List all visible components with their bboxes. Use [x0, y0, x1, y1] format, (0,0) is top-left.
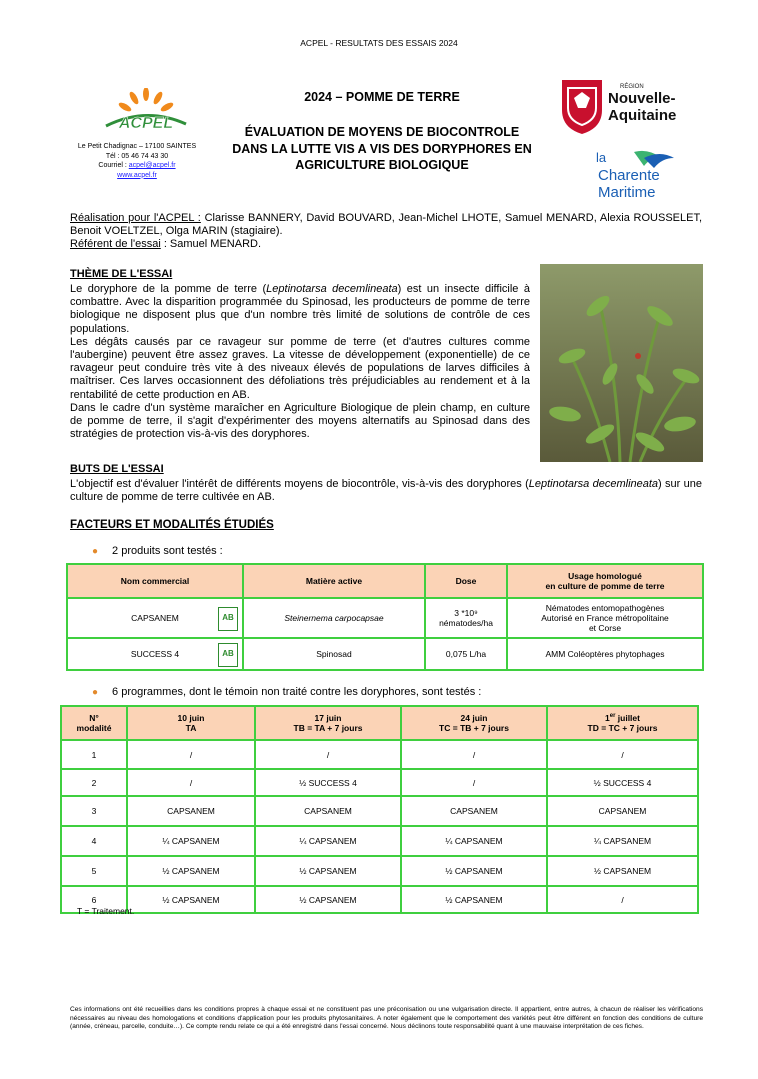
bullet-programs: ● 6 programmes, dont le témoin non traité contre les doryphores, sont testés : — [92, 686, 482, 698]
matiere-cell: Spinosad — [243, 638, 425, 670]
na-small-label: RÉGION — [620, 84, 644, 90]
theme-paragraph-1: Le doryphore de la pomme de terre (Leptinotarsa decemlineata) est un insecte difficile à combattre. Avec la disparition programmée du Spinosad, les producteurs de pomme de terre biologique ne disposent plus que d'un nombre très limité de solutions de contrôle de ces populations. — [70, 283, 531, 335]
ab-label-icon: AB — [218, 643, 238, 667]
col-header-usage: Usage homologué en culture de pomme de terre — [507, 564, 703, 598]
cm-name-line2: Maritime — [598, 184, 656, 200]
table-row: 2 / ½ SUCCESS 4 / ½ SUCCESS 4 — [61, 769, 698, 796]
table-row — [67, 638, 703, 670]
ab-label-icon: AB — [218, 607, 238, 631]
latin-name: Leptinotarsa decemlineata — [528, 478, 659, 490]
usage-cell: Nématodes entomopathogènes Autorisé en France métropolitaine et Corse — [507, 598, 703, 638]
bullet-icon: ● — [92, 687, 99, 698]
col-header-matiere: Matière active — [243, 564, 425, 598]
programs-table — [60, 705, 699, 914]
table-row: 5 ½ CAPSANEM ½ CAPSANEM ½ CAPSANEM ½ CAPSANEM — [61, 856, 698, 886]
bullet-products: ● 2 produits sont testés : — [92, 545, 223, 557]
buts-paragraph: L'objectif est d'évaluer l'intérêt de différents moyens de biocontrôle, vis-à-vis des doryphores (Leptinotarsa decemlineata) sur une culture de pomme de terre cultivée en AB. — [70, 478, 702, 504]
buts-heading: BUTS DE L'ESSAI — [70, 463, 164, 475]
potato-plant-photo — [540, 264, 703, 462]
theme-text — [70, 283, 530, 441]
acpel-address-block — [62, 142, 212, 180]
product-name-cell: CAPSANEM AB — [67, 598, 243, 638]
acpel-logo-text: ACPEL — [118, 115, 174, 132]
charente-maritime-logo — [594, 146, 704, 200]
bullet-icon: ● — [92, 546, 99, 557]
nouvelle-aquitaine-logo — [558, 76, 688, 136]
usage-cell: AMM Coléoptères phytophages — [507, 638, 703, 670]
na-name-line2: Aquitaine — [608, 107, 677, 124]
document-title: ÉVALUATION DE MOYENS DE BIOCONTROLE DANS LA LUTTE VIS A VIS DES DORYPHORES EN AGRICULTURE BIOLOGIQUE — [232, 125, 532, 172]
theme-heading: THÈME DE L'ESSAI — [70, 268, 173, 280]
col-header-dose: Dose — [425, 564, 507, 598]
col-header-modalite: N° modalité — [61, 706, 127, 740]
col-header-nom: Nom commercial — [67, 564, 243, 598]
document-year-crop: 2024 – POMME DE TERRE — [304, 90, 460, 104]
acpel-address: Le Petit Chadignac – 17100 SAINTES — [77, 143, 197, 150]
page-header: ACPEL - RESULTATS DES ESSAIS 2024 — [300, 38, 458, 48]
table-row: 6 ½ CAPSANEM ½ CAPSANEM ½ CAPSANEM / — [61, 886, 698, 913]
footnote: T = Traitement. — [77, 906, 135, 916]
realisation-paragraph — [70, 212, 702, 252]
realisation-label: Réalisation pour l'ACPEL : — [70, 212, 201, 224]
table-row — [67, 598, 703, 638]
cm-name-line1: Charente — [598, 167, 660, 184]
table-row: 3 CAPSANEM CAPSANEM CAPSANEM CAPSANEM — [61, 796, 698, 826]
latin-name: Leptinotarsa decemlineata — [266, 283, 398, 295]
matiere-cell: Steinernema carpocapsae — [243, 598, 425, 638]
dose-cell: 3 *10⁹ nématodes/ha — [425, 598, 507, 638]
referent-label: Référent de l'essai — [70, 238, 161, 251]
na-name-line1: Nouvelle- — [608, 90, 676, 107]
product-name-cell: SUCCESS 4 AB — [67, 638, 243, 670]
col-header-date: 1er juillet TD = TC + 7 jours — [547, 706, 698, 740]
theme-paragraph-3: Dans le cadre d'un système maraîcher en Agriculture Biologique de plein champ, en culture de pomme de terre, il s'agit d'expérimenter des moyens alternatifs au Spinosad dans des stratégies de protection vis-à-vis des doryphores. — [70, 401, 530, 441]
table-row: 4 ¼ CAPSANEM ¼ CAPSANEM ¼ CAPSANEM ¼ CAPSANEM — [61, 826, 698, 856]
referent-text: : Samuel MENARD. — [160, 238, 262, 251]
cm-la: la — [596, 150, 607, 165]
acpel-courriel-label: Courriel : — [98, 162, 129, 170]
acpel-email-link[interactable]: acpel@acpel.fr — [128, 162, 176, 170]
acpel-website-link[interactable]: www.acpel.fr — [117, 171, 157, 179]
dose-cell: 0,075 L/ha — [425, 638, 507, 670]
realisation-text: Clarisse BANNERY, David BOUVARD, Jean-Michel LHOTE, Samuel MENARD, Alexia ROUSSELET, Benoit VOELTZEL, Olga MARIN (stagiaire). — [70, 212, 703, 238]
products-table — [66, 563, 704, 671]
acpel-logo — [100, 88, 192, 142]
col-header-date: 10 juin TA — [127, 706, 255, 740]
acpel-tel: Tél : 05 46 74 43 30 — [105, 152, 169, 160]
facteurs-heading: FACTEURS ET MODALITÉS ÉTUDIÉS — [70, 519, 274, 531]
theme-paragraph-2: Les dégâts causés par ce ravageur sur pomme de terre (et d'autres cultures comme l'aubergine) peuvent être assez graves. La vitesse de développement (exponentielle) de ce ravageur peut conduire très vite à des niveaux élevés de populations de larves difficiles à maîtriser. Ces larves occasionnent des défoliations très préjudiciables au rendement et à la rentabilité de cette production en AB. — [70, 335, 530, 401]
col-header-date: 17 juin TB = TA + 7 jours — [255, 706, 401, 740]
table-row: 1 / / / / — [61, 740, 698, 769]
disclaimer: Ces informations ont été recueillies dans les conditions propres à chaque essai et ne constituent pas une préconisation ou une vulgarisation directe. Il appartient, entre autres, à chacun de réaliser les vérifications nécessaires au niveau des homologations et conditions d'application pour les produits phytosanitaires. A noter également que le comportement des variétés peut être différent en fonction des conditions de culture (année, créneau, parcelle, conduite…). Ce compte rendu relate ce qui a été enregistré dans l'essai concerné. Nous déclinons toute responsabilité quant à une mauvaise interprétation de ces fiches. — [70, 1006, 703, 1030]
col-header-date: 24 juin TC = TB + 7 jours — [401, 706, 547, 740]
